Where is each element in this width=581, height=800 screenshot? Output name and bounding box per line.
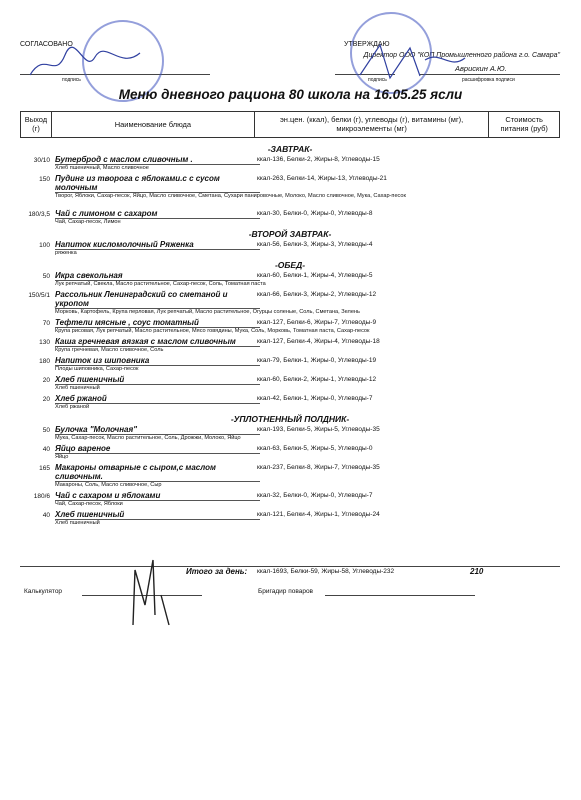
item-ingredients: Плоды шиповника, Сахар-песок bbox=[55, 366, 139, 372]
item-name: Тефтели мясные , соус томатный bbox=[55, 318, 199, 327]
item-name: Хлеб ржаной bbox=[55, 394, 107, 403]
signature-right bbox=[350, 40, 470, 85]
item-yield: 40 bbox=[42, 446, 50, 453]
item-ingredients: ряженка bbox=[55, 250, 77, 256]
item-ingredients: Чай, Сахар-песок, Яблоки bbox=[55, 501, 123, 507]
item-nutrition: ккал-60, Белки-1, Жиры-4, Углеводы-5 bbox=[257, 272, 373, 279]
item-nutrition: ккал-66, Белки-3, Жиры-2, Углеводы-12 bbox=[257, 291, 377, 298]
item-name: Икра свекольная bbox=[55, 271, 123, 280]
total-nutrition: ккал-1693, Белки-59, Жиры-58, Углеводы-232 bbox=[257, 568, 395, 575]
col-nutrition: эн.цен. (ккал), белки (г), углеводы (г), витамины (мг), микроэлементы (мг) bbox=[254, 112, 489, 138]
item-name: Рассольник Ленинградский со сметаной и укропом bbox=[55, 290, 228, 308]
item-yield: 130 bbox=[39, 339, 50, 346]
item-yield: 180/3,5 bbox=[28, 211, 50, 218]
item-nutrition: ккал-30, Белки-0, Жиры-0, Углеводы-8 bbox=[257, 210, 373, 217]
director-title: Директор ООО "КОП Промышленного района г.о. Самара" bbox=[363, 52, 560, 59]
item-name: Булочка "Молочная" bbox=[55, 425, 138, 434]
item-nutrition: ккал-42, Белки-1, Жиры-0, Углеводы-7 bbox=[257, 395, 373, 402]
item-ingredients: Чай, Сахар-песок, Лимон bbox=[55, 219, 121, 225]
item-ingredients: Хлеб пшеничный bbox=[55, 520, 100, 526]
item-yield: 40 bbox=[42, 512, 50, 519]
item-nutrition: ккал-136, Белки-2, Жиры-8, Углеводы-15 bbox=[257, 156, 380, 163]
total-cost: 210 bbox=[470, 567, 484, 576]
menu-table-header bbox=[20, 111, 560, 138]
col-cost: Стоимость питания (руб) bbox=[489, 112, 560, 138]
item-nutrition: ккал-79, Белки-1, Жиры-0, Углеводы-19 bbox=[257, 357, 377, 364]
item-name: Чай с сахаром и яблоками bbox=[55, 491, 161, 500]
item-ingredients: Макароны, Соль, Масло сливочное, Сыр bbox=[55, 482, 162, 488]
item-ingredients: Крупа гречневая, Масло сливочное, Соль bbox=[55, 347, 164, 353]
item-name: Чай с лимоном с сахаром bbox=[55, 209, 158, 218]
item-name: Макароны отварные с сыром,с маслом сливочным. bbox=[55, 463, 216, 481]
item-yield: 150/5/1 bbox=[28, 292, 50, 299]
item-ingredients: Мука, Сахар-песок, Масло растительное, Соль, Дрожжи, Молоко, Яйцо bbox=[55, 435, 241, 441]
signature-caption-left: подпись bbox=[62, 77, 81, 83]
item-yield: 165 bbox=[39, 465, 50, 472]
item-ingredients: Крупа рисовая, Лук репчатый, Масло растительное, Мясо говядины, Мука, Соль, Морковь, Томатная паста, Сахар-песок bbox=[55, 328, 370, 334]
item-name: Пудинг из творога с яблоками.с с сусом молочным bbox=[55, 174, 220, 192]
item-name: Бутерброд с маслом сливочным . bbox=[55, 155, 193, 164]
section-title: -ВТОРОЙ ЗАВТРАК- bbox=[248, 229, 332, 239]
item-nutrition: ккал-63, Белки-5, Жиры-5, Углеводы-0 bbox=[257, 445, 373, 452]
item-nutrition: ккал-237, Белки-8, Жиры-7, Углеводы-35 bbox=[257, 464, 380, 471]
item-yield: 70 bbox=[42, 320, 50, 327]
signature-caption-right: подпись bbox=[368, 77, 387, 83]
total-label: Итого за день: bbox=[186, 567, 248, 576]
item-nutrition: ккал-121, Белки-4, Жиры-1, Углеводы-24 bbox=[257, 511, 380, 518]
signature-left bbox=[25, 45, 145, 85]
item-nutrition: ккал-32, Белки-0, Жиры-0, Углеводы-7 bbox=[257, 492, 373, 499]
item-name: Напиток кисломолочный Ряженка bbox=[55, 240, 194, 249]
item-yield: 30/10 bbox=[33, 157, 50, 164]
calculator-label: Калькулятор bbox=[24, 588, 63, 595]
signature-bottom bbox=[125, 555, 175, 630]
item-nutrition: ккал-60, Белки-2, Жиры-1, Углеводы-12 bbox=[257, 376, 377, 383]
item-ingredients: Хлеб ржаной bbox=[55, 404, 90, 410]
item-ingredients: Яйцо bbox=[55, 454, 69, 460]
item-name: Напиток из шиповника bbox=[55, 356, 150, 365]
item-name: Каша гречневая вязкая с маслом сливочным bbox=[55, 337, 236, 346]
item-name: Хлеб пшеничный bbox=[55, 375, 125, 384]
item-ingredients: Лук репчатый, Свекла, Масло растительное, Сахар-песок, Соль, Томатная паста bbox=[55, 281, 266, 287]
item-yield: 50 bbox=[42, 427, 50, 434]
page-title: Меню дневного рациона 80 школа на 16.05.25 ясли bbox=[118, 87, 463, 102]
approved-right-label: УТВЕРЖДАЮ bbox=[344, 41, 390, 48]
section-title: -ОБЕД- bbox=[274, 260, 306, 270]
item-nutrition: ккал-127, Белки-6, Жиры-7, Углеводы-9 bbox=[257, 319, 377, 326]
item-nutrition: ккал-193, Белки-5, Жиры-5, Углеводы-35 bbox=[257, 426, 380, 433]
section-title: -УПЛОТНЕННЫЙ ПОЛДНИК- bbox=[230, 414, 350, 424]
chef-label: Бригадир поваров bbox=[258, 588, 314, 595]
item-ingredients: Творог, Яблоки, Сахар-песок, Яйцо, Масло сливочное, Сметана, Сухари панировочные, Молоко, Масло сливочное, Мука, Сахар-песок bbox=[55, 193, 406, 199]
item-yield: 180 bbox=[39, 358, 50, 365]
item-name: Яйцо вареное bbox=[55, 444, 111, 453]
item-yield: 20 bbox=[42, 396, 50, 403]
item-name: Хлеб пшеничный bbox=[55, 510, 125, 519]
item-ingredients: Морковь, Картофель, Крупа перловая, Лук репчатый, Масло растительное, Огурцы соленые, Соль, Сметана, Зелень bbox=[55, 309, 360, 315]
decoding-name: Аврискин А.Ю. bbox=[455, 64, 507, 73]
item-yield: 150 bbox=[39, 176, 50, 183]
item-ingredients: Хлеб пшеничный bbox=[55, 385, 100, 391]
approved-left-label: СОГЛАСОВАНО bbox=[20, 41, 73, 48]
item-yield: 50 bbox=[42, 273, 50, 280]
item-yield: 100 bbox=[39, 242, 50, 249]
col-name: Наименование блюда bbox=[51, 112, 254, 138]
decoding-caption: расшифровка подписи bbox=[462, 77, 515, 83]
item-yield: 20 bbox=[42, 377, 50, 384]
item-nutrition: ккал-127, Белки-4, Жиры-4, Углеводы-18 bbox=[257, 338, 380, 345]
item-ingredients: Хлеб пшеничный, Масло сливочное bbox=[55, 165, 149, 171]
section-title: -ЗАВТРАК- bbox=[267, 144, 313, 154]
item-yield: 180/6 bbox=[33, 493, 50, 500]
item-nutrition: ккал-56, Белки-3, Жиры-3, Углеводы-4 bbox=[257, 241, 373, 248]
col-yield: Выход (г) bbox=[21, 112, 52, 138]
item-nutrition: ккал-263, Белки-14, Жиры-13, Углеводы-21 bbox=[257, 175, 387, 182]
